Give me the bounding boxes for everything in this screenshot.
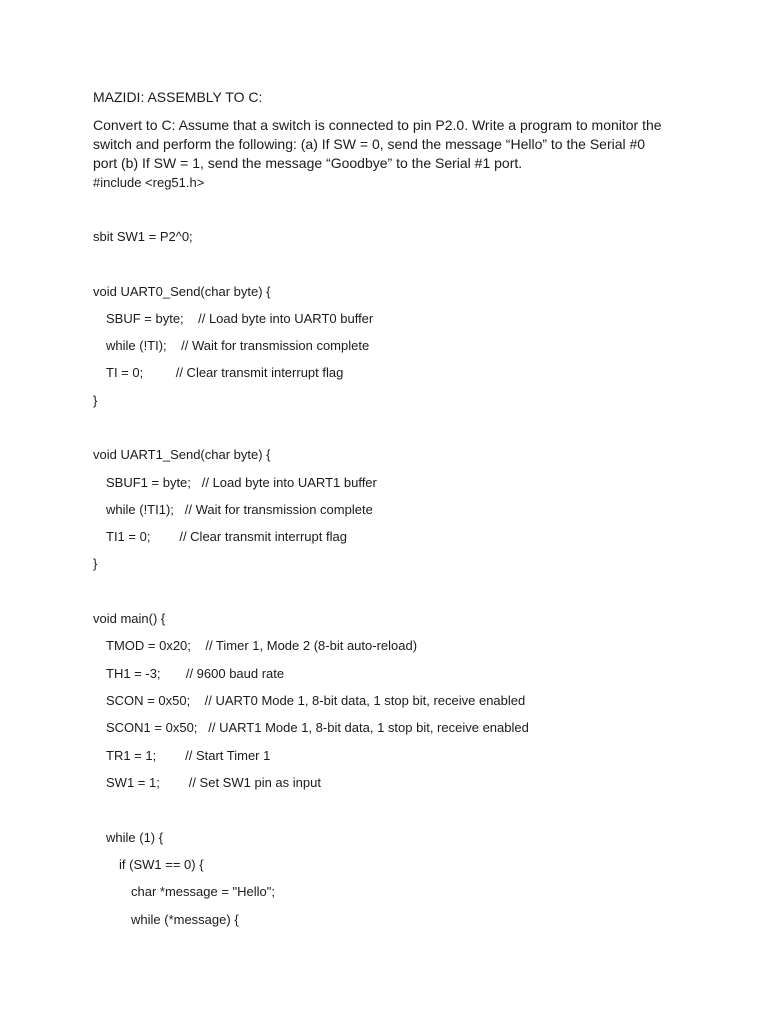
code-line: if (SW1 == 0) { xyxy=(119,857,204,872)
code-line: while (*message) { xyxy=(131,912,239,927)
code-line: SCON = 0x50; // UART0 Mode 1, 8-bit data, 1 stop bit, receive enabled xyxy=(106,693,526,708)
code-line: TMOD = 0x20; // Timer 1, Mode 2 (8-bit auto-reload) xyxy=(106,638,418,653)
code-block xyxy=(93,0,733,1024)
code-line: SCON1 = 0x50; // UART1 Mode 1, 8-bit data, 1 stop bit, receive enabled xyxy=(106,720,529,735)
code-line: sbit SW1 = P2^0; xyxy=(93,229,193,244)
problem-statement-line: port (b) If SW = 1, send the message “Goodbye” to the Serial #1 port. xyxy=(93,155,523,171)
code-line: void main() { xyxy=(93,611,166,626)
code-line: SBUF = byte; // Load byte into UART0 buffer xyxy=(106,311,374,326)
code-line: #include <reg51.h> xyxy=(93,175,205,190)
code-line: } xyxy=(93,393,98,408)
code-line: SW1 = 1; // Set SW1 pin as input xyxy=(106,775,321,790)
code-line: } xyxy=(93,556,98,571)
code-line: TH1 = -3; // 9600 baud rate xyxy=(106,666,285,681)
code-line: void UART0_Send(char byte) { xyxy=(93,284,271,299)
problem-statement-line: Convert to C: Assume that a switch is connected to pin P2.0. Write a program to monitor the xyxy=(93,117,662,133)
problem-statement-line: switch and perform the following: (a) If SW = 0, send the message “Hello” to the Serial #0 xyxy=(93,136,646,152)
code-line: char *message = "Hello"; xyxy=(131,884,275,899)
code-line: while (1) { xyxy=(106,830,164,845)
document-heading: MAZIDI: ASSEMBLY TO C: xyxy=(93,89,263,105)
code-line: while (!TI1); // Wait for transmission complete xyxy=(106,502,373,517)
code-line: void UART1_Send(char byte) { xyxy=(93,447,271,462)
code-line: while (!TI); // Wait for transmission complete xyxy=(106,338,370,353)
code-line: TI1 = 0; // Clear transmit interrupt flag xyxy=(106,529,347,544)
code-line: TI = 0; // Clear transmit interrupt flag xyxy=(106,365,344,380)
code-line: SBUF1 = byte; // Load byte into UART1 buffer xyxy=(106,475,377,490)
code-line: TR1 = 1; // Start Timer 1 xyxy=(106,748,271,763)
